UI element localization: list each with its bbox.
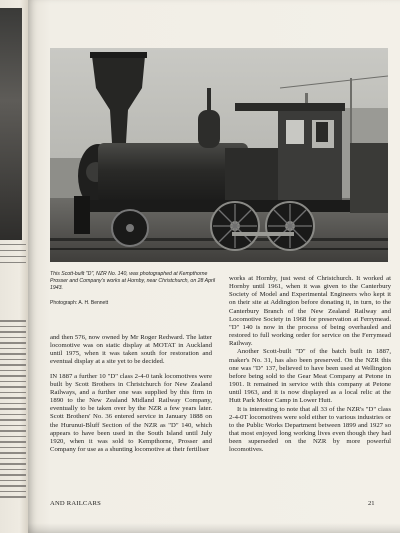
paragraph: It is interesting to note that all 33 of the NZR's "D" class 2-4-0T locomotives were sold either to various industries or to the Public Works Department between 1899 and 1927 so that most enjoyed long working lives even though they had been superseded on the NZR by more powerful locomotives.: [229, 405, 391, 454]
paragraph: Another Scott-built "D" of the batch built in 1887, maker's No. 31, has also been preserved. On the NZR this one was "D" 137, believed to have been used at Wellington before being sold to the Gear Meat Company at Petone in 1901. It remained in service with this company at Petone until 1963, and it is now displayed as a local relic at the Hutt Park Motor Camp in Lower Hutt.: [229, 348, 391, 405]
left-text-column: [50, 334, 212, 454]
locomotive-photo: [50, 48, 388, 262]
book-page: [28, 0, 400, 533]
page-shadow: [28, 523, 400, 533]
paragraph: and then 576, now owned by Mr Roger Redward. The latter locomotive was on static display at MOTAT in Auckland until 1975, when it was taken south for restoration and eventual display at a site yet to be decided.: [50, 334, 212, 366]
facing-page-edge: [0, 0, 28, 533]
paragraph: IN 1887 a further 10 "D" class 2-4-0 tank locomotives were built by Scott Brothers in Christchurch for New Zealand Railways, and a further one was supplied by this firm in 1890 to the New Zealand Midland Railway Company, eventually to be taken over by the NZR a few years later. Scott Brothers' No. 36 entered service in January 1888 on the Hurunui-Bluff Section of the NZR as "D" 140, which appears to have been used in the South Island until July 1920, when it was sold to Kempthorne, Prosser and Company for use as a shunting locomotive at their fertiliser: [50, 372, 212, 454]
paragraph: works at Hornby, just west of Christchurch. It worked at Hornby until 1961, when it was given to the Canterbury Society of Model and Experimental Engineers who kept it on their site at Addington before donating it, in turn, to the Canterbury Branch of the New Zealand Railway and Locomotive Society in 1968 for preservation at Ferrymead. "D" 140 is now in the process of being overhauled and restored to full working order for service on the Ferrymead Railway.: [229, 275, 391, 348]
photo-credit: Photograph: A. H. Bennett: [50, 300, 109, 306]
locomotive-illustration: [50, 48, 388, 262]
right-text-column: [229, 275, 391, 454]
facing-page-text: [0, 320, 26, 502]
photo-caption: This Scott-built "D", NZR No. 140, was photographed at Kempthorne Prosser and Company's works at Hornby, near Christchurch, on 28 April 1943.: [50, 271, 216, 291]
page-number: 21: [368, 500, 375, 507]
facing-page-photo: [0, 8, 22, 240]
running-footer: AND RAILCARS: [50, 500, 101, 507]
facing-page-caption: [0, 244, 26, 268]
